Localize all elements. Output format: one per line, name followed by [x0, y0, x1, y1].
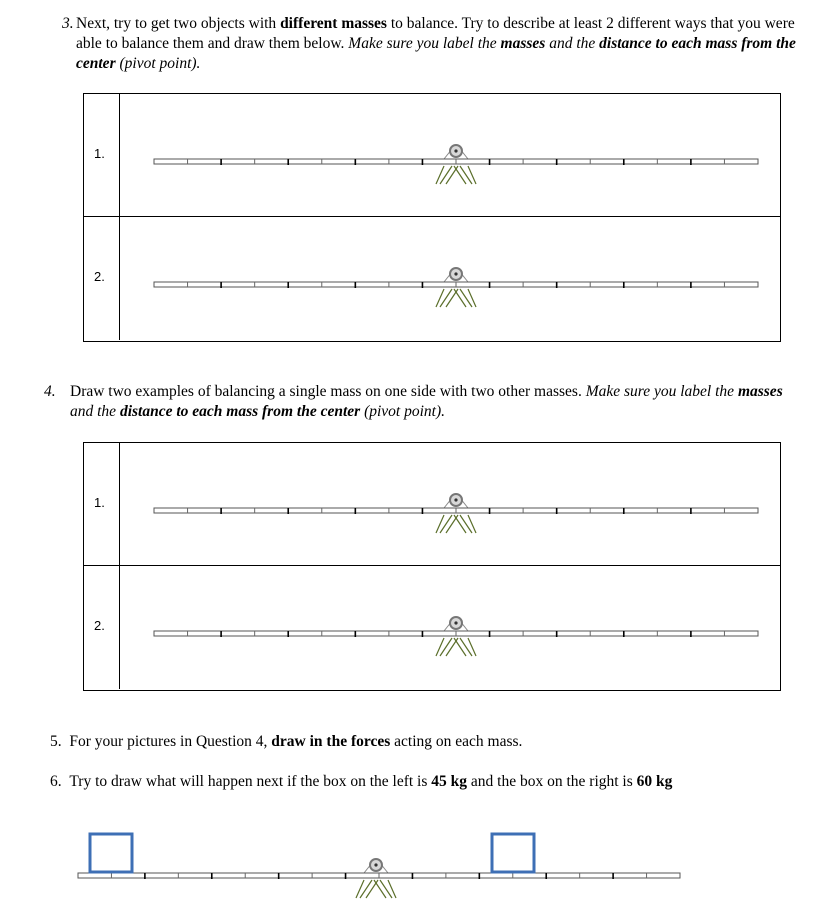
- instruction: Make sure you label the: [348, 35, 501, 52]
- emphasis: draw in the forces: [271, 733, 391, 750]
- question-6: [50, 772, 820, 792]
- stand-leg: [460, 166, 472, 184]
- instruction: (pivot point).: [360, 403, 445, 420]
- emphasis: distance to each mass from the center: [76, 35, 796, 72]
- stand-leg: [468, 638, 476, 656]
- stand-leg: [436, 166, 444, 184]
- stand-leg: [440, 166, 452, 184]
- pivot-center: [454, 149, 457, 152]
- row-label-cell: [84, 443, 120, 565]
- question-number: 5.: [50, 733, 62, 750]
- stand-leg: [460, 638, 472, 656]
- stand-leg: [440, 289, 452, 307]
- stand-leg: [436, 515, 444, 533]
- stand-leg: [436, 638, 444, 656]
- question-text: Next, try to get two objects with: [76, 15, 281, 32]
- stand-leg: [436, 289, 444, 307]
- question-number: 4.: [44, 383, 56, 400]
- drawing-table-q3: [83, 93, 781, 342]
- seesaw-with-boxes: [70, 825, 690, 909]
- stand-leg: [360, 880, 372, 898]
- question-text: Draw two examples of balancing a single mass on one side with two other masses.: [70, 383, 586, 400]
- emphasis: different masses: [280, 15, 387, 32]
- question-text: acting on each mass.: [390, 733, 523, 750]
- stand-leg: [374, 880, 386, 898]
- stand-leg: [454, 166, 466, 184]
- stand-leg: [460, 515, 472, 533]
- stand-leg: [454, 289, 466, 307]
- right-box: [492, 834, 534, 872]
- stand-leg: [440, 638, 452, 656]
- question-number: 3.: [62, 15, 74, 32]
- seesaw-diagram: [144, 262, 764, 322]
- left-box: [90, 834, 132, 872]
- emphasis: distance to each mass from the center: [119, 403, 361, 420]
- question-number: 6.: [50, 773, 62, 790]
- stand-leg: [468, 515, 476, 533]
- row-label: 1.: [94, 495, 105, 510]
- pivot-center: [454, 272, 457, 275]
- drawing-row[interactable]: [84, 566, 780, 689]
- drawing-row[interactable]: [84, 217, 780, 340]
- question-text: and the box on the right is: [467, 773, 637, 790]
- question-text: to balance. Try to describe at least 2 different ways that you were able to balance them and draw them below.: [76, 15, 795, 52]
- pivot-center: [374, 863, 377, 866]
- row-label-cell: [84, 94, 120, 216]
- stand-leg: [356, 880, 364, 898]
- question-text: Try to draw what will happen next if the box on the left is: [69, 773, 432, 790]
- row-label: 1.: [94, 146, 105, 161]
- stand-leg: [460, 289, 472, 307]
- stand-leg: [388, 880, 396, 898]
- instruction: (pivot point).: [115, 55, 201, 72]
- stand-leg: [380, 880, 392, 898]
- stand-leg: [468, 166, 476, 184]
- row-label-cell: [84, 566, 120, 689]
- seesaw-diagram: [144, 488, 764, 548]
- pivot-center: [454, 498, 457, 501]
- instruction: and the: [545, 35, 600, 52]
- question-5: [50, 732, 810, 752]
- stand-leg: [454, 515, 466, 533]
- instruction: and the: [70, 403, 120, 420]
- emphasis: masses: [500, 35, 546, 52]
- row-label-cell: [84, 217, 120, 340]
- stand-leg: [468, 289, 476, 307]
- stand-leg: [440, 515, 452, 533]
- drawing-row[interactable]: [84, 94, 780, 217]
- emphasis: 60 kg: [636, 773, 673, 790]
- emphasis: masses: [737, 383, 783, 400]
- drawing-row[interactable]: [84, 443, 780, 566]
- question-text: For your pictures in Question 4,: [69, 733, 272, 750]
- row-label: 2.: [94, 269, 105, 284]
- row-label: 2.: [94, 618, 105, 633]
- seesaw-diagram: [144, 611, 764, 671]
- question-4: [44, 382, 790, 422]
- pivot-center: [454, 621, 457, 624]
- stand-leg: [454, 638, 466, 656]
- emphasis: 45 kg: [431, 773, 468, 790]
- seesaw-diagram: [144, 139, 764, 199]
- instruction: Make sure you label the: [585, 383, 738, 400]
- question-3: [62, 14, 796, 74]
- drawing-table-q4: [83, 442, 781, 691]
